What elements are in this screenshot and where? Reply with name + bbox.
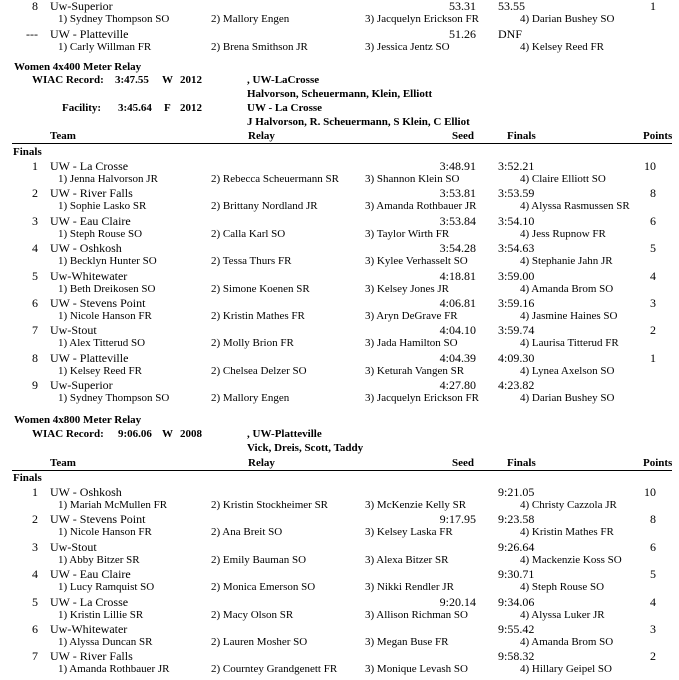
relay-leg-2: 2) Chelsea Delzer SO: [211, 364, 307, 377]
record-year: 2012: [180, 74, 202, 86]
relay-leg-4: 4) Stephanie Jahn JR: [520, 255, 613, 268]
record-time: 3:47.55: [115, 74, 149, 86]
facility-f: F: [164, 102, 171, 114]
col-points: Points: [643, 130, 673, 142]
facility-year: 2012: [180, 102, 202, 114]
finals-time: 3:59.00: [498, 268, 535, 283]
relay-leg-2: 2) Rebecca Scheuermann SR: [211, 173, 339, 185]
relay-leg-2: 2) Emily Bauman SO: [211, 553, 307, 566]
place-number: 2: [32, 512, 38, 527]
col-seed: Seed: [452, 130, 474, 142]
relay-leg-3: 3) Kelsey Jones JR: [365, 282, 450, 295]
relay-leg-1: 1) Kristin Lillie SR: [58, 608, 144, 621]
finals-time: 3:59.16: [498, 296, 535, 310]
finals-time: 9:30.71: [498, 567, 535, 582]
relay-leg-4: 4) Jasmine Haines SO: [520, 310, 618, 322]
relay-leg-3: 3) Kylee Verhasselt SO: [365, 255, 468, 268]
facility-names: J Halvorson, R. Scheuermann, S Klein, C Elliot: [247, 116, 470, 128]
team-name: UW - Platteville: [50, 350, 129, 365]
relay-leg-1: 1) Lucy Ramquist SO: [58, 581, 155, 594]
team-name: Uw-Whitewater: [50, 622, 128, 636]
facility-label: Facility:: [62, 102, 102, 114]
relay-leg-2: 2) Brittany Nordland JR: [211, 200, 318, 213]
place-number: 3: [32, 213, 38, 228]
record-w: W: [162, 428, 173, 440]
section-label: Finals: [13, 472, 42, 484]
team-name: Uw-Stout: [50, 539, 97, 554]
points-value: 6: [650, 213, 656, 228]
place-number: 6: [32, 622, 38, 636]
relay-leg-4: 4) Hillary Geipel SO: [520, 663, 612, 676]
relay-leg-3: 3) Jacquelyn Erickson FR: [365, 392, 479, 405]
finals-time: 3:52.21: [498, 159, 535, 173]
relay-leg-2: 2) Kristin Mathes FR: [211, 310, 305, 322]
relay-leg-3: 3) Megan Buse FR: [365, 636, 449, 648]
relay-leg-4: 4) Lynea Axelson SO: [520, 364, 615, 377]
finals-time: 9:21.05: [498, 485, 535, 499]
relay-leg-2: 2) Mallory Engen: [211, 392, 290, 405]
points-value: 8: [650, 512, 656, 527]
points-value: 8: [650, 186, 656, 201]
team-name: UW - La Crosse: [50, 594, 129, 609]
finals-time: 3:54.10: [498, 213, 535, 228]
points-value: 3: [650, 296, 656, 310]
seed-time: 3:48.91: [439, 159, 476, 173]
record-label: WIAC Record:: [32, 428, 104, 440]
finals-time: 3:59.74: [498, 323, 535, 338]
relay-leg-1: 1) Nicole Hanson FR: [58, 310, 152, 322]
place-number: 4: [32, 567, 38, 582]
finals-time: 9:26.64: [498, 539, 535, 554]
points-value: 1: [650, 350, 656, 365]
relay-leg-2: 2) Simone Koenen SR: [211, 282, 310, 295]
place-number: 8: [32, 0, 38, 13]
points-value: 5: [650, 241, 656, 256]
seed-time: 53.31: [449, 0, 476, 13]
relay-leg-1: 1) Sydney Thompson SO: [58, 392, 170, 405]
team-name: UW - River Falls: [50, 186, 133, 201]
seed-time: 3:53.81: [439, 186, 476, 201]
team-name: UW - Stevens Point: [50, 512, 146, 527]
team-name: Uw-Superior: [50, 0, 113, 13]
relay-leg-2: 2) Tessa Thurs FR: [211, 255, 292, 268]
relay-leg-3: 3) Keturah Vangen SR: [365, 364, 465, 377]
relay-leg-1: 1) Becklyn Hunter SO: [58, 255, 157, 268]
seed-time: 3:54.28: [439, 241, 476, 256]
relay-leg-4: 4) Mackenzie Koss SO: [520, 553, 622, 566]
relay-leg-1: 1) Beth Dreikosen SO: [58, 282, 156, 295]
team-name: UW - Stevens Point: [50, 296, 146, 310]
finals-time: 9:55.42: [498, 622, 535, 636]
relay-leg-2: 2) Brena Smithson JR: [211, 41, 308, 53]
place-number: 5: [32, 594, 38, 609]
points-value: 5: [650, 567, 656, 582]
record-label: WIAC Record:: [32, 74, 104, 86]
record-names: Halvorson, Scheuermann, Klein, Elliott: [247, 88, 433, 100]
place-number: 1: [32, 485, 38, 499]
relay-leg-2: 2) Courntey Grandgenett FR: [211, 663, 338, 676]
seed-time: 4:18.81: [439, 268, 476, 283]
relay-leg-2: 2) Macy Olson SR: [211, 608, 294, 621]
points-value: 3: [650, 622, 656, 636]
relay-leg-4: 4) Alyssa Rasmussen SR: [520, 200, 630, 213]
relay-leg-4: 4) Laurisa Titterud FR: [520, 337, 619, 350]
record-team: , UW-Platteville: [247, 428, 322, 440]
team-name: Uw-Superior: [50, 378, 113, 393]
relay-leg-1: 1) Kelsey Reed FR: [58, 364, 143, 377]
team-name: UW - Eau Claire: [50, 567, 131, 582]
team-name: UW - Eau Claire: [50, 213, 131, 228]
relay-leg-3: 3) Jessica Jentz SO: [365, 41, 450, 53]
relay-leg-2: 2) Kristin Stockheimer SR: [211, 499, 329, 511]
relay-leg-1: 1) Nicole Hanson FR: [58, 526, 152, 539]
finals-time: 9:34.06: [498, 594, 535, 609]
record-time: 9:06.06: [118, 428, 152, 440]
relay-leg-3: 3) Jada Hamilton SO: [365, 337, 458, 350]
col-finals: Finals: [507, 130, 536, 142]
place-number: 7: [32, 649, 38, 664]
relay-leg-4: 4) Claire Elliott SO: [520, 173, 606, 185]
header-rule: [12, 143, 672, 144]
points-value: 4: [650, 268, 656, 283]
relay-leg-4: 4) Christy Cazzola JR: [520, 499, 617, 511]
relay-leg-3: 3) McKenzie Kelly SR: [365, 499, 467, 511]
finals-time: 9:23.58: [498, 512, 535, 527]
finals-time: 4:23.82: [498, 378, 535, 393]
col-points: Points: [643, 457, 673, 469]
seed-time: 4:04.39: [439, 350, 476, 365]
col-team: Team: [50, 457, 76, 469]
place-number: 6: [32, 296, 38, 310]
col-seed: Seed: [452, 457, 474, 469]
relay-leg-4: 4) Steph Rouse SO: [520, 581, 605, 594]
header-rule: [12, 470, 672, 471]
relay-leg-3: 3) Jacquelyn Erickson FR: [365, 13, 479, 25]
relay-leg-4: 4) Alyssa Luker JR: [520, 608, 605, 621]
team-name: UW - Oshkosh: [50, 241, 122, 256]
relay-leg-1: 1) Abby Bitzer SR: [58, 553, 140, 566]
team-name: UW - Oshkosh: [50, 485, 122, 499]
relay-leg-4: 4) Jess Rupnow FR: [520, 227, 606, 240]
record-names: Vick, Dreis, Scott, Taddy: [247, 442, 364, 454]
relay-leg-3: 3) Aryn DeGrave FR: [365, 310, 458, 322]
col-relay: Relay: [248, 457, 275, 469]
relay-leg-3: 3) Alexa Bitzer SR: [365, 553, 449, 566]
relay-leg-1: 1) Mariah McMullen FR: [58, 499, 168, 511]
seed-time: 3:53.84: [439, 213, 476, 228]
relay-leg-4: 4) Kelsey Reed FR: [520, 41, 605, 53]
place-number: 9: [32, 378, 38, 393]
relay-leg-1: 1) Sophie Lasko SR: [58, 200, 147, 213]
seed-time: 4:04.10: [439, 323, 476, 338]
relay-leg-4: 4) Darian Bushey SO: [520, 13, 615, 25]
event-title: Women 4x800 Meter Relay: [14, 414, 142, 426]
relay-leg-3: 3) Shannon Klein SO: [365, 173, 460, 185]
relay-leg-2: 2) Calla Karl SO: [211, 227, 286, 240]
record-year: 2008: [180, 428, 202, 440]
seed-time: 4:06.81: [439, 296, 476, 310]
relay-leg-1: 1) Amanda Rothbauer JR: [58, 663, 170, 676]
record-team: , UW-LaCrosse: [247, 74, 320, 86]
points-value: 10: [644, 159, 656, 173]
relay-leg-3: 3) Kelsey Laska FR: [365, 526, 453, 539]
points-value: 1: [650, 0, 656, 13]
finals-time: 53.55: [498, 0, 525, 13]
place-number: 8: [32, 350, 38, 365]
place-number: 1: [32, 159, 38, 173]
relay-leg-1: 1) Steph Rouse SO: [58, 227, 143, 240]
seed-time: 4:27.80: [439, 378, 476, 393]
relay-leg-4: 4) Darian Bushey SO: [520, 392, 615, 405]
relay-leg-4: 4) Kristin Mathes FR: [520, 526, 614, 539]
seed-time: 51.26: [449, 27, 476, 41]
seed-time: 9:17.95: [439, 512, 476, 527]
facility-time: 3:45.64: [118, 102, 152, 114]
points-value: 2: [650, 323, 656, 338]
place-number: 4: [32, 241, 38, 256]
finals-time: 4:09.30: [498, 350, 535, 365]
relay-leg-3: 3) Monique Levash SO: [365, 663, 468, 676]
points-value: 2: [650, 649, 656, 664]
relay-leg-3: 3) Taylor Wirth FR: [365, 227, 450, 240]
relay-leg-2: 2) Monica Emerson SO: [211, 581, 316, 594]
col-relay: Relay: [248, 130, 275, 142]
team-name: UW - La Crosse: [50, 159, 129, 173]
relay-leg-2: 2) Ana Breit SO: [211, 526, 283, 539]
place-number: ---: [26, 27, 38, 41]
points-value: 6: [650, 539, 656, 554]
seed-time: 9:20.14: [439, 594, 476, 609]
relay-leg-3: 3) Allison Richman SO: [365, 608, 468, 621]
col-finals: Finals: [507, 457, 536, 469]
relay-leg-2: 2) Mallory Engen: [211, 13, 290, 25]
relay-leg-2: 2) Lauren Mosher SO: [211, 636, 308, 648]
relay-leg-1: 1) Jenna Halvorson JR: [58, 173, 158, 185]
record-w: W: [162, 74, 173, 86]
finals-time: 3:53.59: [498, 186, 535, 201]
relay-leg-2: 2) Molly Brion FR: [211, 337, 294, 350]
relay-leg-1: 1) Alyssa Duncan SR: [58, 636, 153, 648]
points-value: 4: [650, 594, 656, 609]
relay-leg-4: 4) Amanda Brom SO: [520, 636, 614, 648]
team-name: Uw-Stout: [50, 323, 97, 338]
relay-leg-1: 1) Carly Willman FR: [58, 41, 152, 53]
team-name: UW - River Falls: [50, 649, 133, 664]
section-label: Finals: [13, 146, 42, 158]
finals-time: 3:54.63: [498, 241, 535, 256]
place-number: 2: [32, 186, 38, 201]
relay-leg-3: 3) Amanda Rothbauer JR: [365, 200, 477, 213]
relay-leg-3: 3) Nikki Rendler JR: [365, 581, 454, 594]
place-number: 5: [32, 268, 38, 283]
facility-team: UW - La Crosse: [247, 102, 323, 114]
event-title: Women 4x400 Meter Relay: [14, 61, 142, 73]
relay-leg-1: 1) Sydney Thompson SO: [58, 13, 170, 25]
place-number: 7: [32, 323, 38, 338]
team-name: Uw-Whitewater: [50, 268, 128, 283]
team-name: UW - Platteville: [50, 27, 129, 41]
relay-leg-4: 4) Amanda Brom SO: [520, 282, 614, 295]
place-number: 3: [32, 539, 38, 554]
finals-time: 9:58.32: [498, 649, 535, 664]
points-value: 10: [644, 485, 656, 499]
relay-leg-1: 1) Alex Titterud SO: [58, 337, 146, 350]
finals-time: DNF: [498, 27, 523, 41]
col-team: Team: [50, 130, 76, 142]
